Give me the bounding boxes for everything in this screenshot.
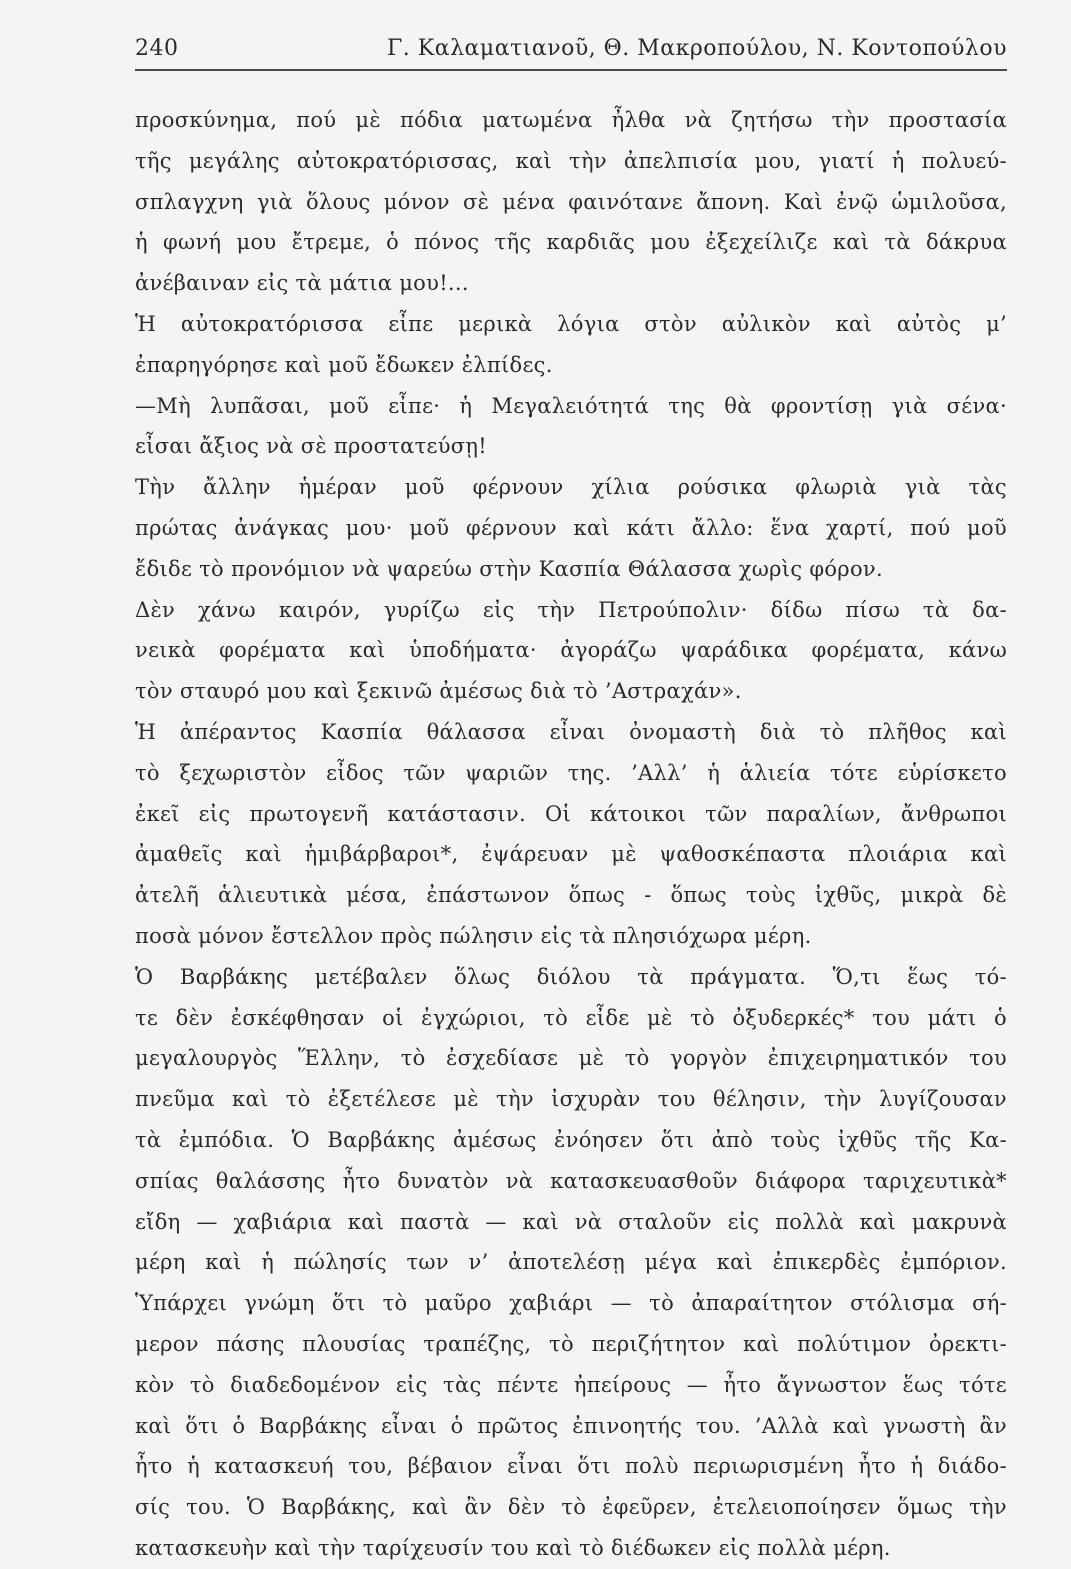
text-line: σπίας θαλάσσης ἦτο δυνατὸν νὰ κατασκευασθοῦν διάφορα ταριχευτικὰ* [135,1168,1007,1193]
text-line: τὸν σταυρό μου καὶ ξεκινῶ ἀμέσως διὰ τὸ ’Αστραχάν». [135,679,742,704]
text-line: τε δὲν ἐσκέφθησαν οἱ ἐγχώριοι, τὸ εἶδε μὲ τὸ ὀξυδερκές* του μάτι ὁ [135,1005,1007,1030]
text-line: μέρη καὶ ἡ πώλησίς των ν’ ἀποτελέσῃ μέγα καὶ ἐπικερδὲς ἐμπόριον. [135,1250,1007,1275]
text-line: πνεῦμα καὶ τὸ ἐξετέλεσε μὲ τὴν ἰσχυρὰν του θέλησιν, τὴν λυγίζουσαν [135,1087,1007,1112]
body-text [135,100,1007,1569]
header-rule [135,69,1007,71]
text-line: Ὑπάρχει γνώμη ὅτι τὸ μαῦρο χαβιάρι — τὸ ἀπαραίτητον στόλισμα σή- [135,1291,1007,1316]
page-header [135,32,1007,72]
page-number: 240 [135,36,179,61]
text-line: ἀνέβαιναν εἰς τὰ μάτια μου!... [135,271,469,296]
text-line: προσκύνημα, πού μὲ πόδια ματωμένα ἦλθα νὰ ζητήσω τὴν προστασία [135,108,1007,132]
text-line: ἦτο ἡ κατασκευή του, βέβαιον εἶναι ὅτι πολὺ περιωρισμένη ἦτο ἡ διάδο- [135,1454,1007,1479]
text-line: ἡ φωνή μου ἔτρεμε, ὁ πόνος τῆς καρδιᾶς μου ἐξεχείλιζε καὶ τὰ δάκρυα [135,230,1007,255]
text-line: ἐπαρηγόρησε καὶ μοῦ ἔδωκεν ἐλπίδες. [135,352,553,377]
text-line: ποσὰ μόνον ἔστελλον πρὸς πώλησιν εἰς τὰ πλησιόχωρα μέρη. [135,923,812,948]
text-line: Δὲν χάνω καιρόν, γυρίζω εἰς τὴν Πετρούπολιν· δίδω πίσω τὰ δα- [135,597,1007,622]
text-line: ἔδιδε τὸ προνόμιον νὰ ψαρεύω στὴν Κασπία Θάλασσα χωρὶς φόρον. [135,556,883,581]
text-line: ἐκεῖ εἰς πρωτογενῆ κατάστασιν. Οἱ κάτοικοι τῶν παραλίων, ἄνθρωποι [135,801,1007,826]
text-line: ἀμαθεῖς καὶ ἡμιβάρβαροι*, ἐψάρευαν μὲ ψαθοσκέπαστα πλοιάρια καὶ [135,842,1007,867]
text-line: μερον πάσης πλουσίας τραπέζης, τὸ περιζήτητον καὶ πολύτιμον ὀρεκτι- [135,1331,1007,1356]
text-line: σίς του. Ὁ Βαρβάκης, καὶ ἂν δὲν τὸ ἐφεῦρεν, ἐτελειοποίησεν ὅμως τὴν [135,1495,1007,1520]
text-line: εἴδη — χαβιάρια καὶ παστὰ — καὶ νὰ σταλοῦν εἰς πολλὰ καὶ μακρυνὰ [135,1209,1007,1234]
text-line: κατασκευὴν καὶ τὴν ταρίχευσίν του καὶ τὸ διέδωκεν εἰς πολλὰ μέρη. [135,1535,891,1560]
text-line: Ὁ Βαρβάκης μετέβαλεν ὅλως διόλου τὰ πράγματα. Ὅ,τι ἕως τό- [135,964,1007,989]
text-line: μεγαλουργὸς Ἕλλην, τὸ ἐσχεδίασε μὲ τὸ γοργὸν ἐπιχειρηματικόν του [135,1046,1007,1071]
text-line: τὰ ἐμπόδια. Ὁ Βαρβάκης ἀμέσως ἐνόησεν ὅτι ἀπὸ τοὺς ἰχθῦς τῆς Κα- [135,1127,1007,1152]
text-line: τῆς μεγάλης αὐτοκρατόρισσας, καὶ τὴν ἀπελπισία μου, γιατί ἡ πολυεύ- [135,148,1007,173]
running-head: Γ. Καλαματιανοῦ, Θ. Μακροπούλου, Ν. Κοντοπούλου [387,36,1007,61]
text-line: Ἡ ἀπέραντος Κασπία θάλασσα εἶναι ὀνομαστὴ διὰ τὸ πλῆθος καὶ [135,719,1007,744]
text-line: Ἡ αὐτοκρατόρισσα εἶπε μερικὰ λόγια στὸν αὐλικὸν καὶ αὐτὸς μ’ [135,311,1007,336]
text-line: τὸ ξεχωριστὸν εἶδος τῶν ψαριῶν της. ’Αλλ’ ἡ ἁλιεία τότε εὑρίσκετο [135,760,1007,785]
text-line: Τὴν ἄλλην ἡμέραν μοῦ φέρνουν χίλια ρούσικα φλωριὰ γιὰ τὰς [135,475,1007,500]
text-line: νεικὰ φορέματα καὶ ὑποδήματα· ἀγοράζω ψαράδικα φορέματα, κάνω [135,638,1007,663]
text-line: —Μὴ λυπᾶσαι, μοῦ εἶπε· ἡ Μεγαλειότητά της θὰ φροντίσῃ γιὰ σένα· [135,393,1007,418]
text-line: ἀτελῆ ἁλιευτικὰ μέσα, ἐπάστωνον ὅπως - ὅπως τοὺς ἰχθῦς, μικρὰ δὲ [135,883,1007,908]
text-line: πρώτας ἀνάγκας μου· μοῦ φέρνουν καὶ κάτι ἄλλο: ἕνα χαρτί, πού μοῦ [135,515,1007,540]
text-line: καὶ ὅτι ὁ Βαρβάκης εἶναι ὁ πρῶτος ἐπινοητής του. ’Αλλὰ καὶ γνωστὴ ἂν [135,1413,1007,1438]
text-line: κὸν τὸ διαδεδομένον εἰς τὰς πέντε ἠπείρους — ἦτο ἄγνωστον ἕως τότε [135,1372,1007,1397]
text-line: σπλαγχνη γιὰ ὅλους μόνον σὲ μένα φαινότανε ἄπονη. Καὶ ἐνῷ ὡμιλοῦσα, [135,189,1007,214]
text-line: εἶσαι ἄξιος νὰ σὲ προστατεύσῃ! [135,434,488,459]
